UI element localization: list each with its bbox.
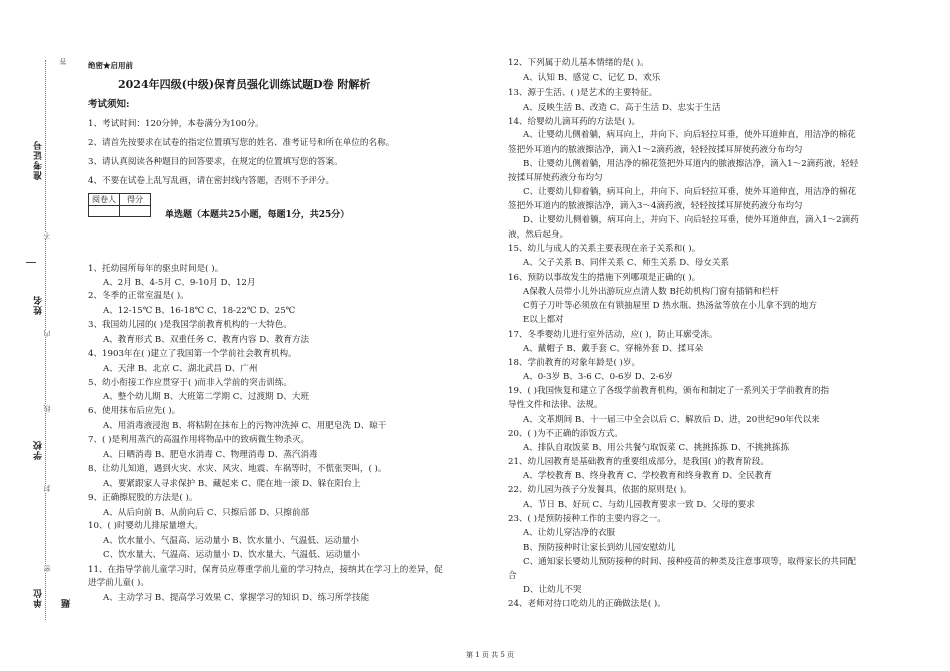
answer-options: A、日晒消毒 B、肥皂水消毒 C、物理消毒 D、蒸汽消毒	[103, 450, 318, 460]
question-text: 12、下列属于幼儿基本情绪的是( )。	[508, 58, 649, 68]
name-fill-line	[26, 262, 36, 263]
answer-options: 按揉耳屏使药液分布均匀	[508, 173, 603, 183]
sidebar-label-question: 题	[62, 598, 72, 608]
answer-options: A、文革期间 B、十一届三中全会以后 C、解放后 D、进，20世纪90年代以来	[523, 415, 820, 425]
question-text: 24、老师对待口吃幼儿的正确做法是( )。	[508, 599, 666, 609]
answer-options: A、排队自取饭菜 B、用公共餐勺取饭菜 C、挑挑拣拣 D、不挑挑拣拣	[523, 443, 790, 453]
notice-title: 考试须知:	[88, 99, 130, 110]
binding-sep-5: 封	[43, 485, 51, 492]
question-text: 20、( )为不正确的添饭方式。	[508, 429, 623, 439]
question-text: 9、正确擦屁股的方法是( )。	[88, 493, 198, 503]
answer-options: A、12-15℃ B、16-18℃ C、18-22℃ D、25℃	[103, 306, 296, 316]
notice-line: 2、请首先按要求在试卷的指定位置填写您的姓名、准考证号和所在单位的名称。	[88, 138, 395, 148]
answer-options: A、从后向前 B、从前向后 C、只擦后部 D、只擦前部	[103, 508, 310, 518]
answer-options: A、天津 B、北京 C、湖北武昌 D、广州	[103, 364, 258, 374]
answer-options: C剪子刀叶等必须放在有锁抽屉里 D 热水瓶、热汤盆等放在小儿拿不到的地方	[523, 301, 817, 311]
answer-options: A、2月 B、4-5月 C、9-10月 D、12月	[103, 278, 256, 288]
grader-input-cell[interactable]	[89, 206, 120, 217]
question-text: 10、( )时婴幼儿排尿量增大。	[88, 521, 203, 531]
answer-options: A、用消毒液浸泡 B、将粘附在抹布上的污物冲洗掉 C、用肥皂洗 D、晾干	[103, 421, 387, 431]
answer-options: B、预防接种时让家长到幼儿园安慰幼儿	[523, 543, 676, 553]
notice-line: 4、不要在试卷上乱写乱画，请在密封线内答题，否则不予评分。	[88, 176, 335, 186]
answer-options: A、教育形式 B、双重任务 C、教育内容 D、教育方法	[103, 335, 310, 345]
notice-line: 1、考试时间：120分钟，本卷满分为100分。	[88, 119, 264, 129]
answer-options: A、让幼儿穿洁净的衣服	[523, 528, 616, 538]
question-text: 18、学前教育的对象年龄是( )岁。	[508, 358, 641, 368]
question-text: 4、1903年在( )建立了我国第一个学前社会教育机构。	[88, 349, 297, 359]
binding-sep-1: 答	[59, 58, 67, 65]
question-text: 5、幼小衔接工作应贯穿于( )而非入学前的突击训练。	[88, 378, 292, 388]
answer-options: A、反映生活 B、改造 C、高于生活 D、忠实于生活	[523, 103, 721, 113]
question-text: 进学前儿童( )。	[88, 578, 149, 588]
grader-cell: 阅卷人	[89, 194, 120, 206]
answer-options: C、让婴幼儿仰着躺，病耳向上，并向下、向后轻拉耳垂，使外耳道伸直，用洁净的棉花	[523, 187, 857, 197]
answer-options: A、整个幼儿期 B、大班第二学期 C、过渡期 D、大班	[103, 392, 310, 402]
question-text: 15、幼儿与成人的关系主要表现在亲子关系和( )。	[508, 244, 701, 254]
page-title: 2024年四级(中级)保育员强化训练试题D卷 附解析	[118, 78, 371, 91]
answer-options: A、主动学习 B、提高学习效果 C、掌握学习的知识 D、练习所学技能	[103, 593, 370, 603]
binding-sep-4: 线	[43, 405, 51, 412]
question-text: 22、幼儿园为孩子分发餐具，依据的原则是( )。	[508, 485, 692, 495]
question-text: 6、使用抹布后应先( )。	[88, 406, 181, 416]
answer-options: A保教人员带小儿外出游玩应点清人数 B托幼机构门窗有插销和栏杆	[523, 287, 779, 297]
question-text: 11、在指导学前儿童学习时，保育员应尊重学前儿童的学习特点，接纳其在学习上的差异，促	[88, 565, 443, 575]
sidebar-label-unit: 单位	[34, 588, 44, 608]
question-text: 13、源于生活、( )是艺术的主要特征。	[508, 88, 658, 98]
answer-options: C、通知家长婴幼儿预防接种的时间、接种疫苗的种类及注意事项等，取得家长的共同配	[523, 557, 857, 567]
answer-options: 合	[508, 571, 517, 581]
question-text: 2、冬季的正常室温是( )。	[88, 291, 189, 301]
answer-options: E以上都对	[523, 315, 564, 325]
answer-options: A、饮水量小、气温高、运动量小 B、饮水量小、气温低、运动量小	[103, 536, 359, 546]
binding-dotted-line	[45, 60, 46, 620]
notice-line: 3、请认真阅读各种题目的回答要求，在规定的位置填写您的答案。	[88, 157, 343, 167]
binding-sep-2: 不	[43, 232, 51, 239]
secret-mark: 绝密★启用前	[88, 61, 133, 70]
answer-options: 签把外耳道内的脓液擦洁净，滴入1～2滴药液，轻轻按揉耳屏使药液分布均匀	[508, 145, 803, 155]
question-text: 23、( )是预防接种工作的主要内容之一。	[508, 514, 666, 524]
binding-sep-3: 内	[43, 330, 51, 337]
question-text: 8、让幼儿知道，遇到火灾、水灾、风灾、地震、车祸等时，不慌张哭叫，( )。	[88, 464, 387, 474]
question-text: 16、预防以事故发生的措施下列哪项是正确的( )。	[508, 273, 701, 283]
score-input-cell[interactable]	[120, 206, 151, 217]
question-text: 17、冬季婴幼儿进行室外活动，应( )，防止耳廓受冻。	[508, 330, 718, 340]
answer-options: 液，然后起身。	[508, 230, 569, 240]
answer-options: A、0-3岁 B、3-6 C、0-6岁 D、2-6岁	[523, 372, 673, 382]
answer-options: B、让婴幼儿侧着躺，用洁净的棉花签把外耳道内的脓液擦洁净，滴入1～2滴药液，轻轻	[523, 159, 859, 169]
grader-table	[88, 193, 151, 217]
question-text: 3、我国幼儿园的( )是我国学前教育机构的一大特色。	[88, 320, 292, 330]
question-text: 14、给婴幼儿滴耳药的方法是( )。	[508, 117, 641, 127]
sidebar-label-name: 姓名	[34, 295, 44, 315]
page-footer: 第 1 页 共 5 页	[466, 651, 515, 659]
question-text: 1、托幼园所每年的驱虫时间是( )。	[88, 264, 224, 274]
answer-options: D、让幼儿不哭	[523, 585, 582, 595]
answer-options: A、父子关系 B、同伴关系 C、师生关系 D、母女关系	[523, 258, 730, 268]
question-text: 19、( )我国恢复和建立了各级学前教育机构，颁布和制定了一系列关于学前教育的指	[508, 386, 830, 396]
section-title: 单选题（本题共25小题，每题1分，共25分）	[165, 210, 350, 220]
answer-options: A、让婴幼儿侧着躺，病耳向上，并向下、向后轻拉耳垂，使外耳道伸直，用洁净的棉花	[523, 130, 856, 140]
answer-options: A、要紧跟家人寻求保护 B、藏起来 C、爬在地一滚 D、躲在阳台上	[103, 479, 361, 489]
question-text: 21、幼儿园教育是基础教育的重要组成部分，是我国( )的教育阶段。	[508, 457, 769, 467]
answer-options: A、学校教育 B、终身教育 C、学校教育和终身教育 D、全民教育	[523, 471, 773, 481]
answer-options: A、认知 B、感觉 C、记忆 D、欢乐	[523, 73, 661, 83]
answer-options: A、戴帽子 B、戴手套 C、穿棉外套 D、揉耳朵	[523, 344, 704, 354]
sidebar-label-exam-number: 准考证号	[34, 140, 44, 180]
answer-options: A、节日 B、好玩 C、与幼儿园教育要求一致 D、父母的要求	[523, 500, 755, 510]
binding-sep-6: 密	[43, 565, 51, 572]
sidebar-label-school: 学校	[34, 440, 44, 460]
question-text: 7、( )是利用蒸汽的高温作用将物品中的致病微生物杀灭。	[88, 435, 310, 445]
answer-options: C、饮水量大、气温高、运动量小 D、饮水量大、气温低、运动量小	[103, 550, 360, 560]
answer-options: 导性文件和法律、法规。	[508, 400, 603, 410]
answer-options: D、让婴幼儿侧着躺，病耳向上，并向下、向后轻拉耳垂，使外耳道伸直，滴入1～2滴药	[523, 215, 859, 225]
score-cell: 得分	[120, 194, 151, 206]
answer-options: 签把外耳道内的脓液擦洁净，滴入3～4滴药液，轻轻按揉耳屏使药液分布均匀	[508, 201, 803, 211]
